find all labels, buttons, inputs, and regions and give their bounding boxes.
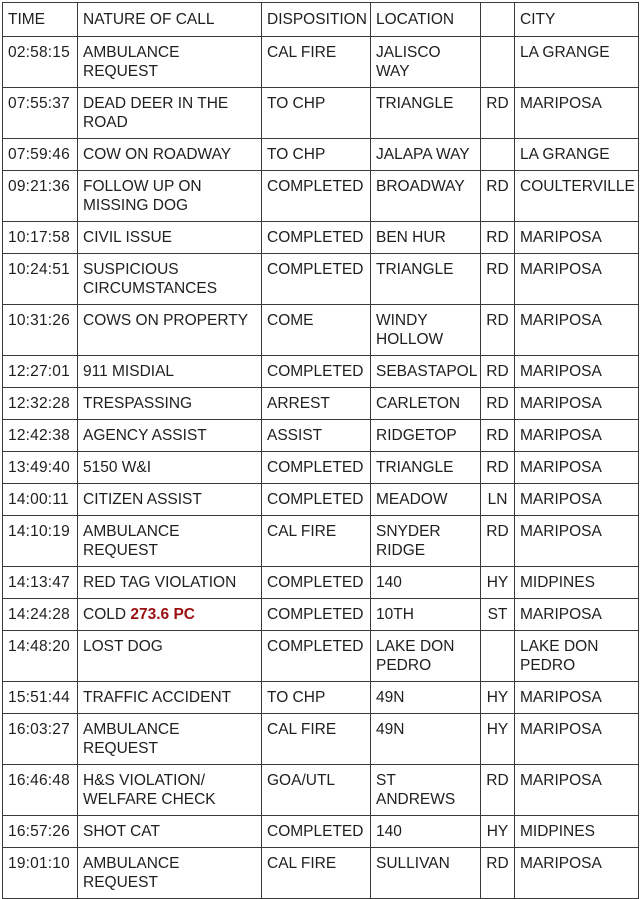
location-cell: ST ANDREWS [371,765,481,816]
location-cell: 140 [371,816,481,848]
disposition-cell: COMPLETED [262,356,371,388]
street-suffix-cell [481,139,515,171]
nature-text: FOLLOW UP ON MISSING DOG [83,178,202,214]
location-cell: TRIANGLE [371,452,481,484]
location-cell: RIDGETOP [371,420,481,452]
city-cell: MARIPOSA [515,682,639,714]
location-cell: SNYDER RIDGE [371,516,481,567]
location-cell: JALAPA WAY [371,139,481,171]
street-suffix-cell [481,631,515,682]
table-row [3,139,639,171]
time-cell: 14:48:20 [3,631,78,682]
street-suffix-cell: RD [481,388,515,420]
table-row [3,567,639,599]
nature-cell [78,88,262,139]
time-cell: 13:49:40 [3,452,78,484]
city-cell: MARIPOSA [515,88,639,139]
nature-text: COW ON ROADWAY [83,146,232,163]
nature-cell [78,516,262,567]
location-cell: 49N [371,682,481,714]
city-cell: MARIPOSA [515,484,639,516]
disposition-cell: CAL FIRE [262,714,371,765]
nature-cell [78,37,262,88]
time-cell: 12:27:01 [3,356,78,388]
nature-cell [78,139,262,171]
nature-cell [78,356,262,388]
time-cell: 10:17:58 [3,222,78,254]
nature-cell [78,567,262,599]
nature-cell [78,222,262,254]
nature-cell [78,848,262,899]
disposition-cell: TO CHP [262,682,371,714]
disposition-cell: CAL FIRE [262,516,371,567]
col-header-disposition: DISPOSITION [262,3,371,37]
city-cell: MARIPOSA [515,599,639,631]
city-cell: MIDPINES [515,816,639,848]
nature-cell [78,452,262,484]
disposition-cell: CAL FIRE [262,37,371,88]
city-cell: MARIPOSA [515,714,639,765]
table-row [3,848,639,899]
nature-cell [78,171,262,222]
penal-code-highlight: 273.6 PC [130,606,196,623]
nature-cell [78,484,262,516]
disposition-cell: COMPLETED [262,222,371,254]
disposition-cell: COMPLETED [262,631,371,682]
time-cell: 10:24:51 [3,254,78,305]
location-cell: CARLETON [371,388,481,420]
nature-cell [78,765,262,816]
nature-cell [78,682,262,714]
time-cell: 10:31:26 [3,305,78,356]
time-cell: 16:03:27 [3,714,78,765]
street-suffix-cell: RD [481,420,515,452]
street-suffix-cell: RD [481,88,515,139]
city-cell: MARIPOSA [515,765,639,816]
city-cell: MARIPOSA [515,516,639,567]
table-row [3,631,639,682]
nature-cell [78,631,262,682]
disposition-cell: COMPLETED [262,484,371,516]
table-row [3,682,639,714]
col-header-suffix [481,3,515,37]
table-row [3,222,639,254]
nature-text: 5150 W&I [83,459,152,476]
nature-text: AGENCY ASSIST [83,427,207,444]
city-cell: MARIPOSA [515,452,639,484]
city-cell: MARIPOSA [515,388,639,420]
location-cell: TRIANGLE [371,88,481,139]
street-suffix-cell: RD [481,305,515,356]
disposition-cell: TO CHP [262,88,371,139]
table-row [3,88,639,139]
nature-cell [78,714,262,765]
city-cell: LA GRANGE [515,37,639,88]
table-row [3,452,639,484]
table-row [3,388,639,420]
time-cell: 07:55:37 [3,88,78,139]
time-cell: 16:46:48 [3,765,78,816]
city-cell: LA GRANGE [515,139,639,171]
nature-text: CIVIL ISSUE [83,229,173,246]
location-cell: JALISCO WAY [371,37,481,88]
nature-cell [78,388,262,420]
city-cell: MIDPINES [515,567,639,599]
disposition-cell: ARREST [262,388,371,420]
nature-text: AMBULANCE REQUEST [83,44,180,80]
nature-text: H&S VIOLATION/ WELFARE CHECK [83,772,216,808]
nature-text: SUSPICIOUS CIRCUMSTANCES [83,261,218,297]
time-cell: 14:10:19 [3,516,78,567]
call-log-body [3,37,639,899]
city-cell: LAKE DON PEDRO [515,631,639,682]
disposition-cell: COME [262,305,371,356]
nature-text: AMBULANCE REQUEST [83,721,180,757]
location-cell: BROADWAY [371,171,481,222]
city-cell: MARIPOSA [515,356,639,388]
street-suffix-cell: RD [481,848,515,899]
location-cell: 140 [371,567,481,599]
street-suffix-cell: HY [481,714,515,765]
nature-text: 911 MISDIAL [83,363,175,380]
street-suffix-cell: HY [481,567,515,599]
nature-text: RED TAG VIOLATION [83,574,237,591]
table-row [3,765,639,816]
city-cell: MARIPOSA [515,254,639,305]
disposition-cell: COMPLETED [262,816,371,848]
city-cell: COULTERVILLE [515,171,639,222]
location-cell: SULLIVAN [371,848,481,899]
table-row [3,171,639,222]
disposition-cell: COMPLETED [262,171,371,222]
time-cell: 15:51:44 [3,682,78,714]
location-cell: WINDY HOLLOW [371,305,481,356]
street-suffix-cell: RD [481,222,515,254]
location-cell: SEBASTAPOL [371,356,481,388]
disposition-cell: COMPLETED [262,254,371,305]
call-log-table [2,2,639,899]
street-suffix-cell: HY [481,816,515,848]
table-row [3,356,639,388]
street-suffix-cell [481,37,515,88]
col-header-city: CITY [515,3,639,37]
disposition-cell: CAL FIRE [262,848,371,899]
table-row [3,37,639,88]
disposition-cell: COMPLETED [262,567,371,599]
location-cell: BEN HUR [371,222,481,254]
time-cell: 14:13:47 [3,567,78,599]
location-cell: 49N [371,714,481,765]
city-cell: MARIPOSA [515,420,639,452]
street-suffix-cell: RD [481,516,515,567]
nature-cell [78,599,262,631]
nature-cell [78,420,262,452]
city-cell: MARIPOSA [515,848,639,899]
nature-text: TRAFFIC ACCIDENT [83,689,232,706]
nature-text: AMBULANCE REQUEST [83,855,180,891]
table-row [3,714,639,765]
city-cell: MARIPOSA [515,222,639,254]
nature-text: COWS ON PROPERTY [83,312,249,329]
time-cell: 12:42:38 [3,420,78,452]
street-suffix-cell: RD [481,452,515,484]
table-row [3,305,639,356]
nature-text: LOST DOG [83,638,163,655]
nature-text: SHOT CAT [83,823,160,840]
city-cell: MARIPOSA [515,305,639,356]
street-suffix-cell: ST [481,599,515,631]
nature-text: TRESPASSING [83,395,193,412]
location-cell: LAKE DON PEDRO [371,631,481,682]
nature-cell [78,816,262,848]
street-suffix-cell: LN [481,484,515,516]
disposition-cell: ASSIST [262,420,371,452]
disposition-cell: TO CHP [262,139,371,171]
time-cell: 14:24:28 [3,599,78,631]
street-suffix-cell: HY [481,682,515,714]
nature-text: COLD [83,606,131,623]
time-cell: 16:57:26 [3,816,78,848]
col-header-location: LOCATION [371,3,481,37]
time-cell: 07:59:46 [3,139,78,171]
time-cell: 12:32:28 [3,388,78,420]
table-row [3,516,639,567]
disposition-cell: COMPLETED [262,452,371,484]
street-suffix-cell: RD [481,171,515,222]
table-row [3,484,639,516]
table-row [3,254,639,305]
time-cell: 19:01:10 [3,848,78,899]
header-row [3,3,639,37]
col-header-nature: NATURE OF CALL [78,3,262,37]
street-suffix-cell: RD [481,765,515,816]
nature-text: AMBULANCE REQUEST [83,523,180,559]
nature-cell [78,254,262,305]
location-cell: TRIANGLE [371,254,481,305]
street-suffix-cell: RD [481,254,515,305]
col-header-time: TIME [3,3,78,37]
disposition-cell: COMPLETED [262,599,371,631]
location-cell: MEADOW [371,484,481,516]
table-row [3,599,639,631]
table-row [3,420,639,452]
nature-cell [78,305,262,356]
nature-text: DEAD DEER IN THE ROAD [83,95,229,131]
time-cell: 02:58:15 [3,37,78,88]
location-cell: 10TH [371,599,481,631]
nature-text: CITIZEN ASSIST [83,491,202,508]
time-cell: 09:21:36 [3,171,78,222]
time-cell: 14:00:11 [3,484,78,516]
table-row [3,816,639,848]
street-suffix-cell: RD [481,356,515,388]
disposition-cell: GOA/UTL [262,765,371,816]
